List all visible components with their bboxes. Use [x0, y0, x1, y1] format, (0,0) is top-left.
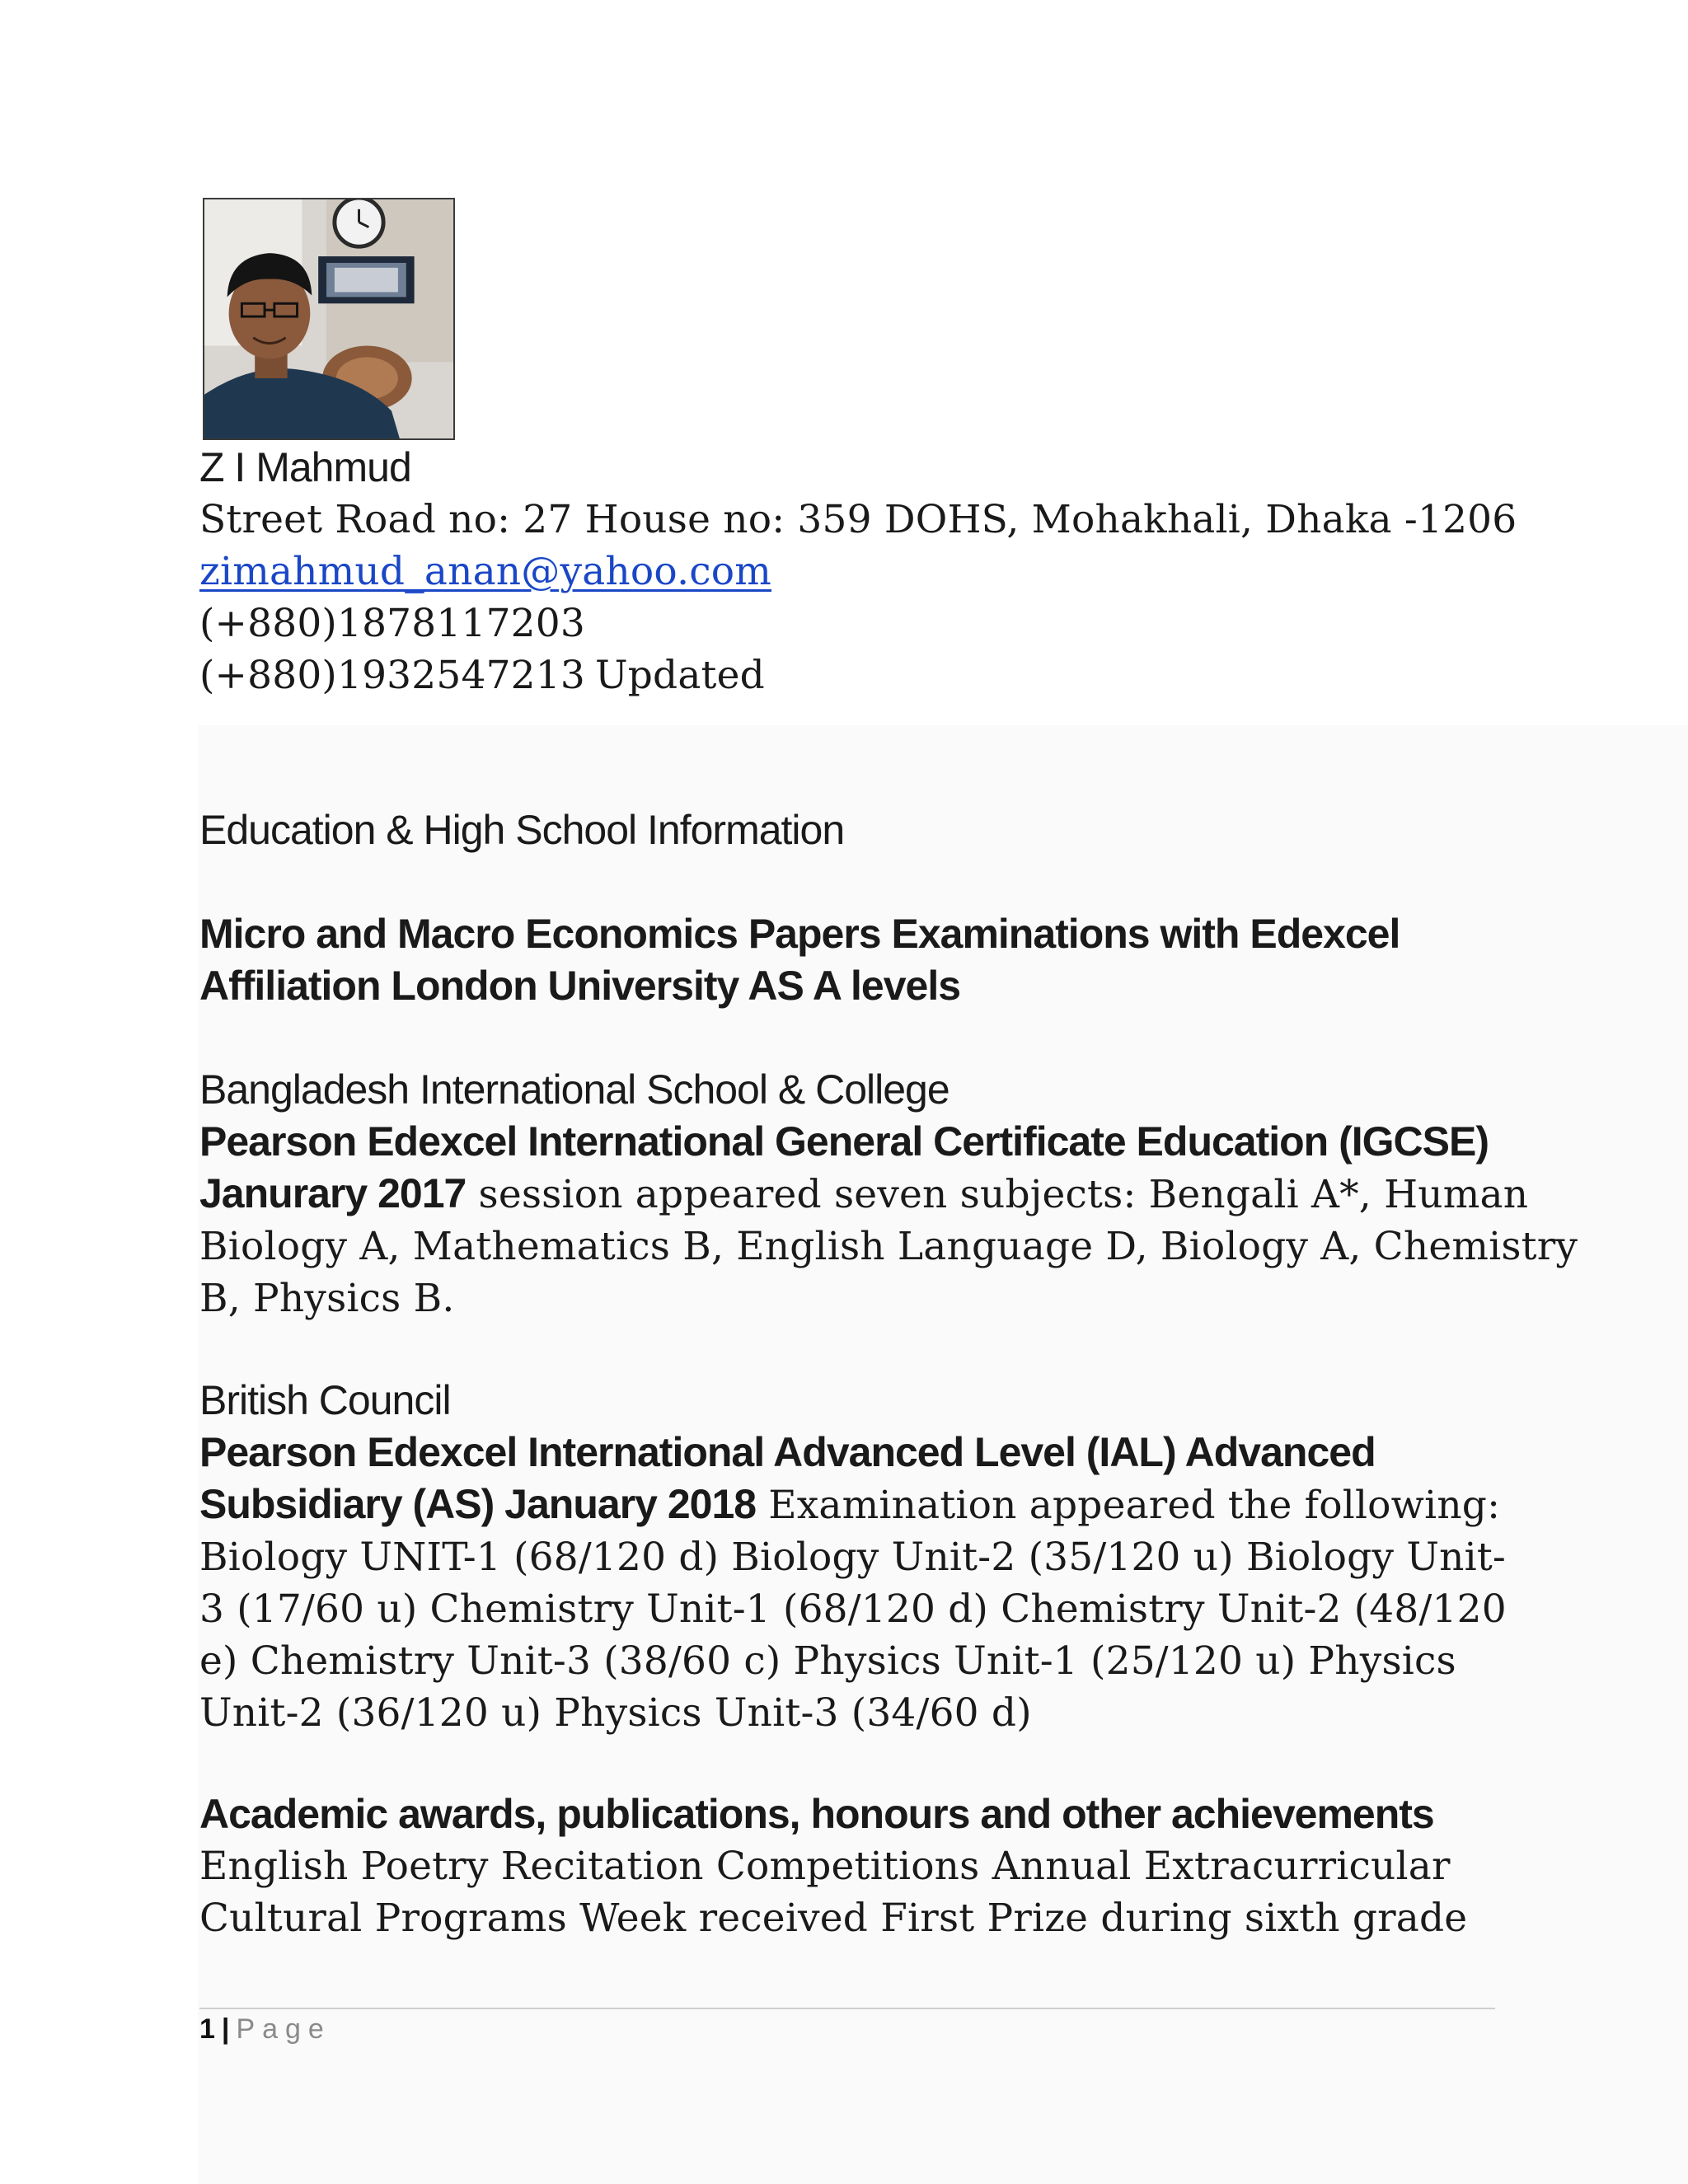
ial-results-line-2: 3 (17/60 u) Chemistry Unit-1 (68/120 d) Chemistry Unit-2 (48/120 — [199, 1586, 1507, 1632]
ial-block — [199, 1375, 1518, 1739]
page-footer — [199, 2011, 331, 2047]
igcse-subjects-line-2: B, Physics B. — [199, 1276, 455, 1321]
ial-session-line — [199, 1479, 1518, 1531]
ial-results-line-3: e) Chemistry Unit-3 (38/60 c) Physics Unit-1 (25/120 u) Physics — [199, 1638, 1456, 1684]
awards-heading: Academic awards, publications, honours and other achievements — [199, 1791, 1434, 1837]
phone-secondary-line — [199, 649, 1518, 702]
ial-session-label: Subsidiary (AS) January 2018 — [199, 1481, 757, 1527]
igcse-session-line — [199, 1168, 1529, 1221]
economics-line-2: Affiliation London University AS A levels — [199, 963, 961, 1009]
phone-secondary: (+880)1932547213 — [199, 653, 585, 698]
page-separator: | — [221, 2013, 230, 2045]
email-link[interactable]: zimahmud_anan@yahoo.com — [199, 549, 771, 594]
page-number: 1 — [199, 2013, 215, 2045]
igcse-subjects-line-1: Biology A, Mathematics B, English Language D, Biology A, Chemistry — [199, 1224, 1578, 1269]
ial-results-line-1: Biology UNIT-1 (68/120 d) Biology Unit-2 (35/120 u) Biology Unit- — [199, 1535, 1506, 1580]
ial-session-text: Examination appeared the following: — [756, 1483, 1501, 1528]
phone-primary: (+880)1878117203 — [199, 601, 585, 646]
education-heading: Education & High School Information — [199, 807, 845, 853]
economics-block — [199, 908, 1518, 1012]
address: Street Road no: 27 House no: 359 DOHS, Mohakhali, Dhaka -1206 — [199, 497, 1517, 542]
ial-results-line-4: Unit-2 (36/120 u) Physics Unit-3 (34/60 d) — [199, 1690, 1032, 1736]
awards-line-1: English Poetry Recitation Competitions Annual Extracurricular — [199, 1844, 1451, 1889]
profile-photo — [203, 198, 455, 440]
igcse-session-text: session appeared seven subjects: Bengali A*, Human — [466, 1172, 1529, 1217]
phone-updated-note: Updated — [594, 653, 765, 698]
awards-block — [199, 1788, 1518, 1944]
candidate-name: Z I Mahmud — [199, 444, 411, 490]
footer-divider — [199, 2008, 1495, 2009]
igcse-school: Bangladesh International School & College — [199, 1066, 950, 1113]
igcse-session-date: Janurary 2017 — [199, 1170, 467, 1216]
igcse-block — [199, 1064, 1578, 1324]
ial-center: British Council — [199, 1377, 451, 1423]
igcse-title: Pearson Edexcel International General Certificate Education (IGCSE) — [199, 1118, 1489, 1165]
page-label: Page — [236, 2013, 331, 2045]
economics-line-1: Micro and Macro Economics Papers Examinations with Edexcel — [199, 911, 1400, 957]
ial-title: Pearson Edexcel International Advanced Level (IAL) Advanced — [199, 1429, 1376, 1475]
contact-block — [199, 442, 1518, 702]
education-section-heading — [199, 804, 1518, 856]
awards-line-2: Cultural Programs Week received First Prize during sixth grade — [199, 1896, 1468, 1941]
